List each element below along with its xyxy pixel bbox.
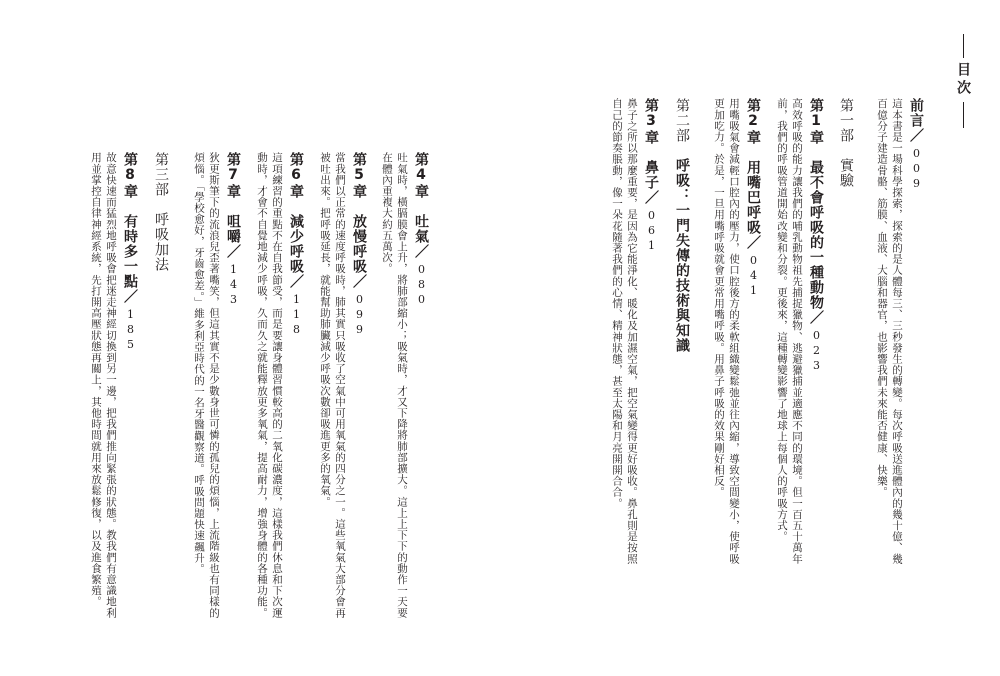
entry-chapter-5-heading: 第5章 放慢呼吸／099 [351, 152, 367, 338]
entry-chapter-4-heading: 第4章 吐氣／080 [413, 152, 429, 308]
section-part-two [674, 98, 690, 353]
heading-text: 第3章 鼻子 [643, 98, 659, 190]
entry-chapter-8-heading: 第8章 有時多一點／185 [122, 152, 138, 353]
section-part-one: 第一部 實驗 [838, 98, 854, 188]
page-number: 041 [747, 254, 760, 299]
page-number: 118 [290, 293, 303, 338]
page-number: 080 [415, 263, 428, 308]
entry-chapter-3-heading: 第3章 鼻子／061 [643, 98, 659, 254]
heading-text: 第2章 用嘴巴呼吸 [745, 98, 761, 235]
heading-text: 第8章 有時多一點 [122, 152, 138, 289]
entry-chapter-7-heading: 第7章 咀嚼／143 [225, 152, 241, 308]
entry-chapter-1-heading: 第1章 最不會呼吸的一種動物／023 [808, 98, 824, 374]
entry-preface-heading: 前言／009 [908, 98, 924, 192]
entry-chapter-5-line-1: 當我們以正常的速度呼吸時，肺其實只吸收了空氣中可用氧氣的四分之一。這些氧氣大部分會再 [334, 152, 346, 619]
entry-chapter-6-heading: 第6章 減少呼吸／118 [288, 152, 304, 338]
page-number: 185 [124, 308, 137, 353]
entry-chapter-5-line-2: 被吐出來。把呼吸延長，就能幫助肺臟減少呼吸次數卻吸進更多的氧氣。 [319, 152, 331, 508]
heading-text: 第1章 最不會呼吸的一種動物 [808, 98, 824, 310]
section-label: 第二部 [674, 98, 690, 158]
page-number: 023 [810, 329, 823, 374]
heading-text: 第4章 吐氣 [413, 152, 429, 244]
page-number: 009 [910, 147, 923, 192]
title-rule-top [963, 34, 964, 58]
entry-chapter-2-line-1: 用嘴吸氣會減輕口腔內的壓力，使口腔後方的柔軟組織變鬆弛並往內縮，導致空間變小，使呼吸 [728, 98, 740, 565]
entry-preface-line-2: 百億分子建造骨骼、筋膜、血液、大腦和器官，也影響我們未來能否健康、快樂。 [876, 98, 888, 498]
section-title: 呼吸：一門失傳的技術與知識 [674, 158, 690, 353]
page-number: 099 [353, 293, 366, 338]
entry-chapter-3-line-1: 鼻子之所以那麼重要，是因為它能淨化、暖化及加濕空氣，把空氣變得更好吸收。鼻孔則是按照 [626, 98, 638, 565]
entry-chapter-6-line-2: 動時，才會不自覺地減少呼吸，久而久之就能釋放更多氧氣，提高耐力，增強身體的各種功能。 [256, 152, 268, 619]
entry-chapter-2-line-2: 更加吃力。於是，一旦用嘴呼吸就會更常用嘴呼吸。用鼻子呼吸的效果剛好相反。 [713, 98, 725, 498]
entry-chapter-3-line-2: 自己的節奏脹動，像一朵花隨著我們的心情、精神狀態，甚至太陽和月亮開開合合。 [611, 98, 623, 509]
heading-text: 前言 [908, 98, 924, 128]
entry-chapter-2-heading: 第2章 用嘴巴呼吸／041 [745, 98, 761, 299]
entry-chapter-1-line-1: 高效呼吸的能力讓我們的哺乳動物祖先捕捉獵物、逃避獵捕並適應不同的環境。但一百五十萬年 [791, 98, 803, 565]
entry-chapter-6-line-1: 這項練習的重點不在自我節受，而是要讓身體習慣較高的二氧化碳濃度，這樣我們休息和下次運 [271, 152, 283, 619]
heading-text: 第7章 咀嚼 [225, 152, 241, 244]
heading-text: 第5章 放慢呼吸 [351, 152, 367, 274]
entry-chapter-1-line-2: 前，我們的呼吸管道開始改變和分裂。更後來，這種轉變影響了地球上每個人的呼吸方式。 [776, 98, 788, 542]
entry-chapter-7-line-1: 狄更斯筆下的流浪兒歪著嘴笑，但這其實不是少數身世可憐的孤兒的煩惱，上流階級也有同樣的 [208, 152, 220, 619]
page-number: 061 [645, 209, 658, 254]
page-title: 目次 [955, 62, 971, 98]
toc-title [954, 62, 973, 98]
entry-chapter-4-line-2: 在體內重複大約五萬次。 [381, 152, 393, 275]
entry-preface-line-1: 這本書是一場科學探索，探索的是人體每三、三秒發生的轉變。每次呼吸送進體內的幾十億、幾 [891, 98, 903, 565]
entry-chapter-4-line-1: 吐氣時，橫膈膜會上升，將肺部縮小；吸氣時，才又下降將肺部擴大。這上上下下的動作一天要 [396, 152, 408, 619]
heading-text: 第6章 減少呼吸 [288, 152, 304, 274]
entry-chapter-8-line-1: 故意快速而猛烈地呼吸會把迷走神經切換到另一邊，把我們推向緊張的狀態。教我們有意識地利 [105, 152, 117, 619]
section-part-three: 第三部 呼吸加法 [153, 152, 169, 272]
entry-chapter-7-line-2: 煩惱。「學校愈好，牙齒愈差。」維多利亞時代的一名牙醫觀察道。呼吸問題快速飆升。 [193, 152, 205, 575]
page-number: 143 [227, 263, 240, 308]
entry-chapter-8-line-2: 用並掌控自律神經系統，先打開高壓狀態再關上，其他時間就用來放鬆修復，以及進食繁殖。 [90, 152, 102, 608]
title-rule-bottom [963, 102, 964, 128]
